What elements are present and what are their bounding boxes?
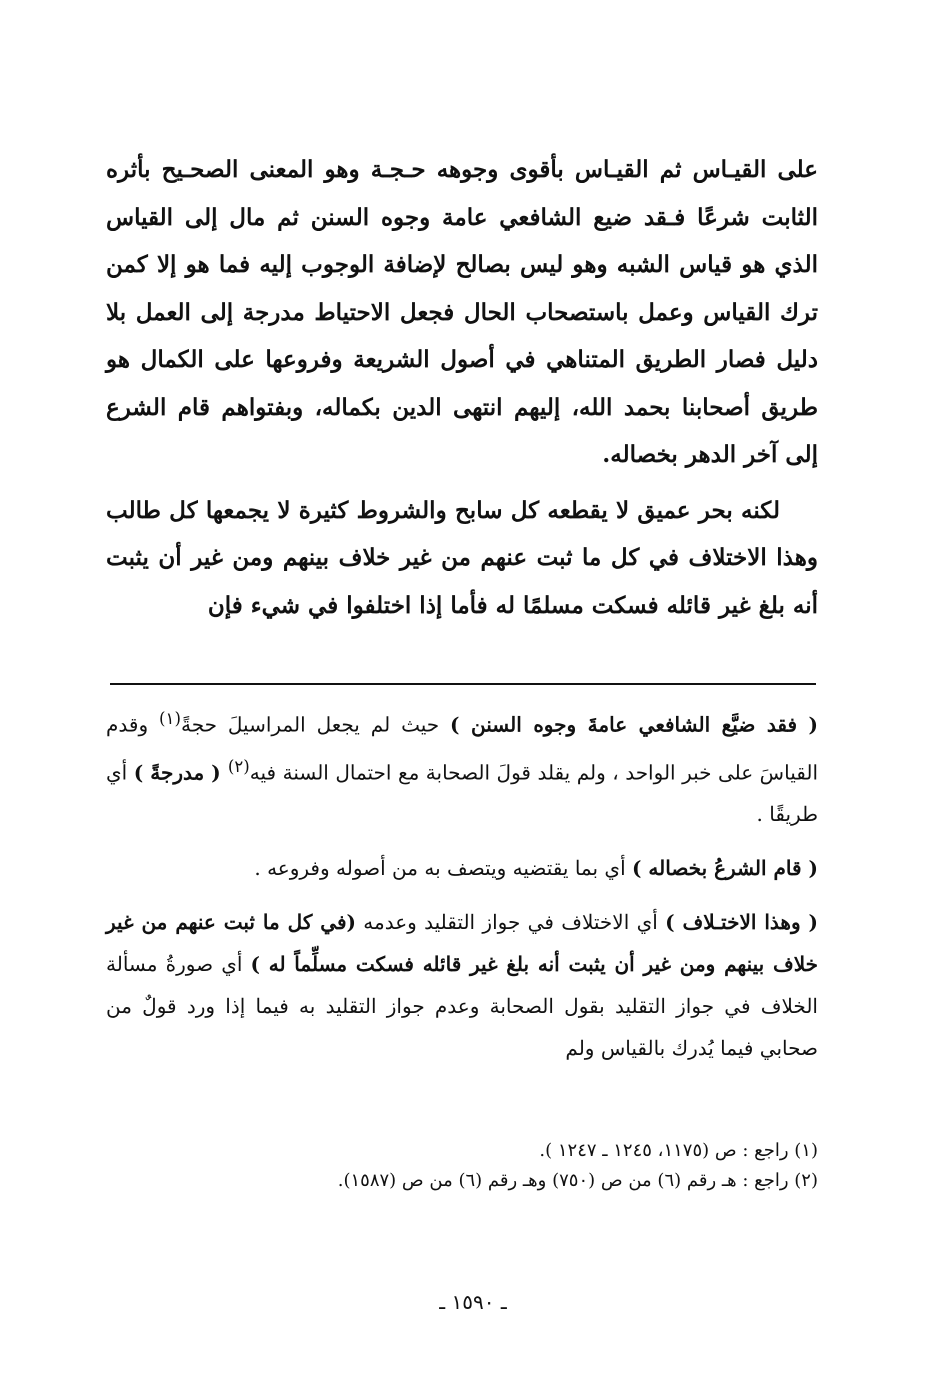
footnotes xyxy=(106,1136,818,1196)
separator-rule xyxy=(110,683,816,685)
commentary-paragraph-3 xyxy=(106,901,818,1069)
commentary xyxy=(106,698,818,1069)
main-paragraph-1: على القيـاس ثم القيـاس بأقوى وجوهه حـجـة وهو المعنى الصحـيح بأثره الثابت شرعًا فـقد ضيع الشافعي عامة وجوه السنن ثم مال إلى القياس الذي هو قياس الشبه وهو ليس بصالح لإضافة الوجوب إليه فما هو إلا كمن ترك القياس وعمل باستصحاب الحال فجعل الاحتياط مدرجة إلى العمل بلا دليل فصار الطريق المتناهي في أصول الشريعة وفروعها على الكمال هو طريق أصحابنا بحمد الله، إليهم انتهى الدين بكماله، وبفتواهم قام الشرع إلى آخر الدهر بخصاله. xyxy=(106,156,818,468)
main-text xyxy=(106,146,818,629)
footnote-1: (١) راجع : ص (١١٧٥، ١٢٤٥ ـ ١٢٤٧ ). xyxy=(539,1140,818,1161)
commentary-quote: ( وهذا الاختـلاف ) xyxy=(665,910,818,935)
commentary-quote: ( فقد ضيَّع الشافعي عامةَ وجوه السنن ) xyxy=(450,712,818,737)
commentary-paragraph-1 xyxy=(106,698,818,835)
commentary-text: أي صورةُ مسألة الخلاف في جواز التقليد بقول الصحابة وعدم جواز التقليد به فيما إذا ورد قولٌ من صحابي فيما يُدرك بالقياس ولم xyxy=(106,952,818,1061)
footnote-2: (٢) راجع : هـ رقم (٦) من ص (٧٥٠) وهـ رقم (٦) من ص (١٥٨٧). xyxy=(337,1170,818,1191)
page-number: ـ ١٥٩٠ ـ xyxy=(439,1290,507,1314)
main-paragraph-2: لكنه بحر عميق لا يقطعه كل سابح والشروط كثيرة لا يجمعها كل طالب وهذا الاختلاف في كل ما ثبت عنهم من غير خلاف بينهم ومن غير أن يثبت أنه بلغ غير قائله فسكت مسلمًا له فأما إذا اختلفوا في شيء فإن xyxy=(106,496,818,619)
footnote-ref: (٢) xyxy=(227,756,250,776)
commentary-text: حيث لم يجعل المراسيلَ حجةً xyxy=(180,712,451,737)
commentary-text: أي بما يقتضيه ويتصف به من أصوله وفروعه . xyxy=(254,856,632,881)
commentary-text: أي الاختلاف في جواز التقليد وعدمه xyxy=(355,910,666,935)
commentary-quote: ( مدرجةً ) xyxy=(133,760,228,785)
commentary-quote: ( قام الشرعُ بخصاله ) xyxy=(631,856,818,881)
commentary-quote: (في كل ما ثبت عنهم من غير خلاف بينهم ومن غير أن يثبت أنه بلغ غير قائله فسكت مسلِّماً له ) xyxy=(106,910,819,977)
footnote-ref: (١) xyxy=(159,709,181,728)
commentary-text: وقدم القياسَ على خبر الواحد ، ولم يقلد قولَ الصحابة مع احتمال السنة فيه xyxy=(106,712,818,785)
commentary-paragraph-2 xyxy=(106,847,818,889)
commentary-text: أي طريقًا . xyxy=(106,760,818,827)
